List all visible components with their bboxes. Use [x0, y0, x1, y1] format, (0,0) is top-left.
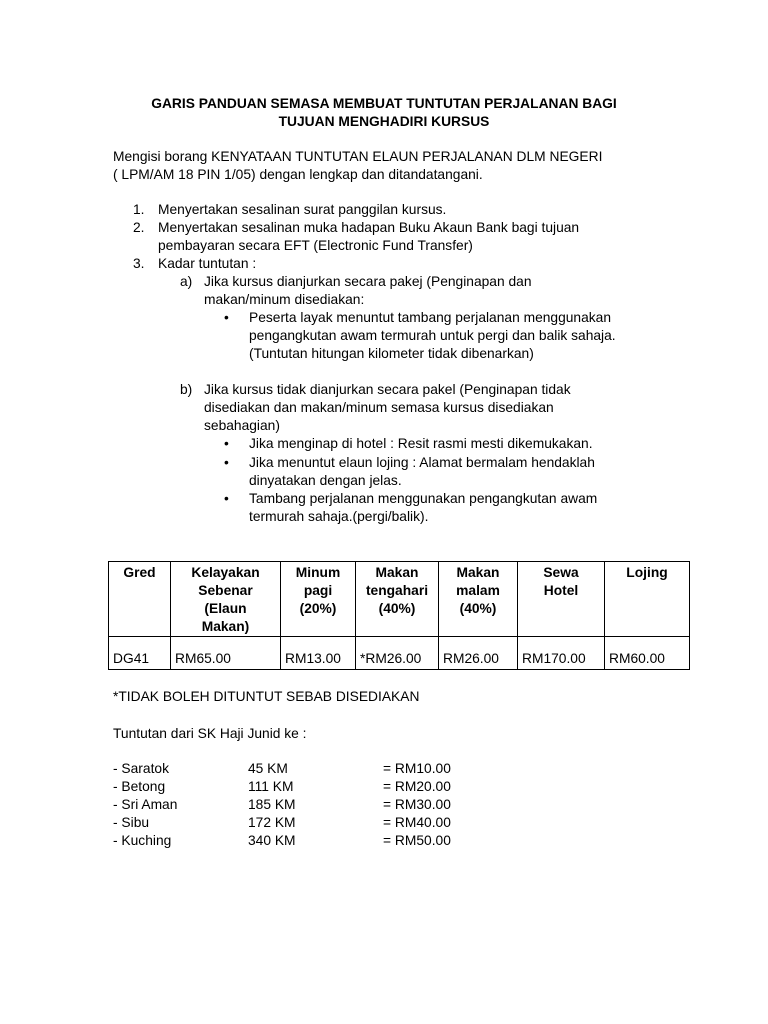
sub-a-line-1: Jika kursus dianjurkan secara pakej (Penginapan dan: [204, 274, 532, 289]
bullet-b-3-line-1: Tambang perjalanan menggunakan pengangkutan awam: [249, 491, 598, 506]
rates-table: [108, 561, 690, 670]
sub-a-label: a): [180, 274, 193, 289]
table-row: [109, 637, 690, 670]
cell-makan-tengahari: *RM26.00: [356, 637, 439, 670]
item-2-line-2: pembayaran secara EFT (Electronic Fund Transfer): [158, 238, 473, 253]
header-kelayakan: [171, 562, 281, 637]
item-1-number: 1.: [133, 202, 145, 217]
item-2-line-1: Menyertakan sesalinan muka hadapan Buku Akaun Bank bagi tujuan: [158, 220, 580, 235]
header-makan-tengahari: [356, 562, 439, 637]
sub-b-line-3: sebahagian): [204, 418, 280, 433]
header-kelayakan-line-2: Sebenar: [198, 583, 253, 598]
cell-sewa-hotel: RM170.00: [518, 637, 605, 670]
claim-amount: = RM30.00: [383, 797, 451, 812]
header-minum-pagi-line-1: Minum: [295, 565, 341, 580]
bullet-b-1-text: [249, 435, 669, 453]
item-3-text: Kadar tuntutan :: [158, 256, 257, 271]
claim-amount: = RM20.00: [383, 779, 451, 794]
claim-destination: - Kuching: [113, 833, 172, 848]
claims-intro: Tuntutan dari SK Haji Junid ke :: [113, 726, 307, 741]
header-kelayakan-line-4: Makan): [201, 619, 250, 634]
cell-kelayakan: RM65.00: [171, 637, 281, 670]
sub-a-line-2: makan/minum disediakan:: [204, 292, 365, 307]
header-makan-malam-line-1: Makan: [456, 565, 500, 580]
claim-amount: = RM50.00: [383, 833, 451, 848]
bullet-b-1-line-1: Jika menginap di hotel : Resit rasmi mesti dikemukakan.: [249, 436, 593, 451]
item-1-text: Menyertakan sesalinan surat panggilan kursus.: [158, 202, 447, 217]
bullet-a-1-glyph: •: [224, 310, 229, 325]
bullet-b-3-text: [249, 490, 669, 526]
intro-paragraph: [113, 148, 713, 184]
header-gred: [109, 562, 171, 637]
header-makan-malam-line-3: (40%): [459, 601, 497, 616]
bullet-a-1-line-1: Peserta layak menuntut tambang perjalanan menggunakan: [249, 310, 612, 325]
cell-lojing: RM60.00: [605, 637, 690, 670]
item-3-number: 3.: [133, 256, 145, 271]
sub-a-text: [204, 273, 634, 309]
cell-makan-malam: RM26.00: [439, 637, 518, 670]
cell-minum-pagi: RM13.00: [281, 637, 356, 670]
bullet-b-3-glyph: •: [224, 491, 229, 506]
sub-b-text: [204, 381, 634, 435]
bullet-b-2-line-1: Jika menuntut elaun lojing : Alamat bermalam hendaklah: [249, 455, 595, 470]
header-minum-pagi-line-3: (20%): [299, 601, 337, 616]
title-line-2: TUJUAN MENGHADIRI KURSUS: [278, 114, 490, 129]
header-makan-tengahari-line-3: (40%): [378, 601, 416, 616]
item-2-text: [158, 219, 628, 255]
title-line-1: GARIS PANDUAN SEMASA MEMBUAT TUNTUTAN PERJALANAN BAGI: [151, 96, 617, 111]
bullet-b-3-line-2: termurah sahaja.(pergi/balik).: [249, 509, 429, 524]
header-sewa-hotel-line-2: Hotel: [543, 583, 579, 598]
header-minum-pagi: [281, 562, 356, 637]
header-gred-line-1: Gred: [123, 565, 156, 580]
intro-line-1: Mengisi borang KENYATAAN TUNTUTAN ELAUN PERJALANAN DLM NEGERI: [113, 149, 603, 164]
header-makan-tengahari-line-2: tengahari: [365, 583, 429, 598]
sub-b-line-1: Jika kursus tidak dianjurkan secara pakel (Penginapan tidak: [204, 382, 571, 397]
bullet-b-2-line-2: dinyatakan dengan jelas.: [249, 473, 402, 488]
header-kelayakan-line-3: (Elaun: [204, 601, 247, 616]
claim-amount: = RM10.00: [383, 761, 451, 776]
claim-distance: 45 KM: [248, 761, 288, 776]
header-sewa-hotel-line-1: Sewa: [543, 565, 579, 580]
bullet-a-1-line-2: pengangkutan awam termurah untuk pergi dan balik sahaja.: [249, 328, 616, 343]
document-title: [0, 95, 768, 131]
claim-distance: 111 KM: [248, 779, 294, 794]
claim-destination: - Sibu: [113, 815, 150, 830]
header-lojing-line-1: Lojing: [626, 565, 668, 580]
header-kelayakan-line-1: Kelayakan: [191, 565, 260, 580]
bullet-a-1-text: [249, 309, 669, 363]
claim-amount: = RM40.00: [383, 815, 451, 830]
header-makan-tengahari-line-1: Makan: [375, 565, 419, 580]
bullet-a-1-line-3: (Tuntutan hitungan kilometer tidak dibenarkan): [249, 346, 534, 361]
bullet-b-2-glyph: •: [224, 455, 229, 470]
cell-gred: DG41: [109, 637, 171, 670]
claim-distance: 185 KM: [248, 797, 296, 812]
sub-b-line-2: disediakan dan makan/minum semasa kursus disediakan: [204, 400, 554, 415]
bullet-b-1-glyph: •: [224, 436, 229, 451]
header-makan-malam: [439, 562, 518, 637]
item-2-number: 2.: [133, 220, 145, 235]
header-sewa-hotel: [518, 562, 605, 637]
claim-destination: - Sri Aman: [113, 797, 178, 812]
table-header-row: [109, 562, 690, 637]
header-makan-malam-line-2: malam: [456, 583, 500, 598]
bullet-b-2-text: [249, 454, 669, 490]
sub-b-label: b): [180, 382, 193, 397]
claim-distance: 340 KM: [248, 833, 296, 848]
header-minum-pagi-line-2: pagi: [303, 583, 333, 598]
claim-distance: 172 KM: [248, 815, 296, 830]
claim-destination: - Saratok: [113, 761, 169, 776]
header-lojing: [605, 562, 690, 637]
footnote: *TIDAK BOLEH DITUNTUT SEBAB DISEDIAKAN: [113, 689, 420, 704]
intro-line-2: ( LPM/AM 18 PIN 1/05) dengan lengkap dan ditandatangani.: [113, 167, 483, 182]
claim-destination: - Betong: [113, 779, 166, 794]
